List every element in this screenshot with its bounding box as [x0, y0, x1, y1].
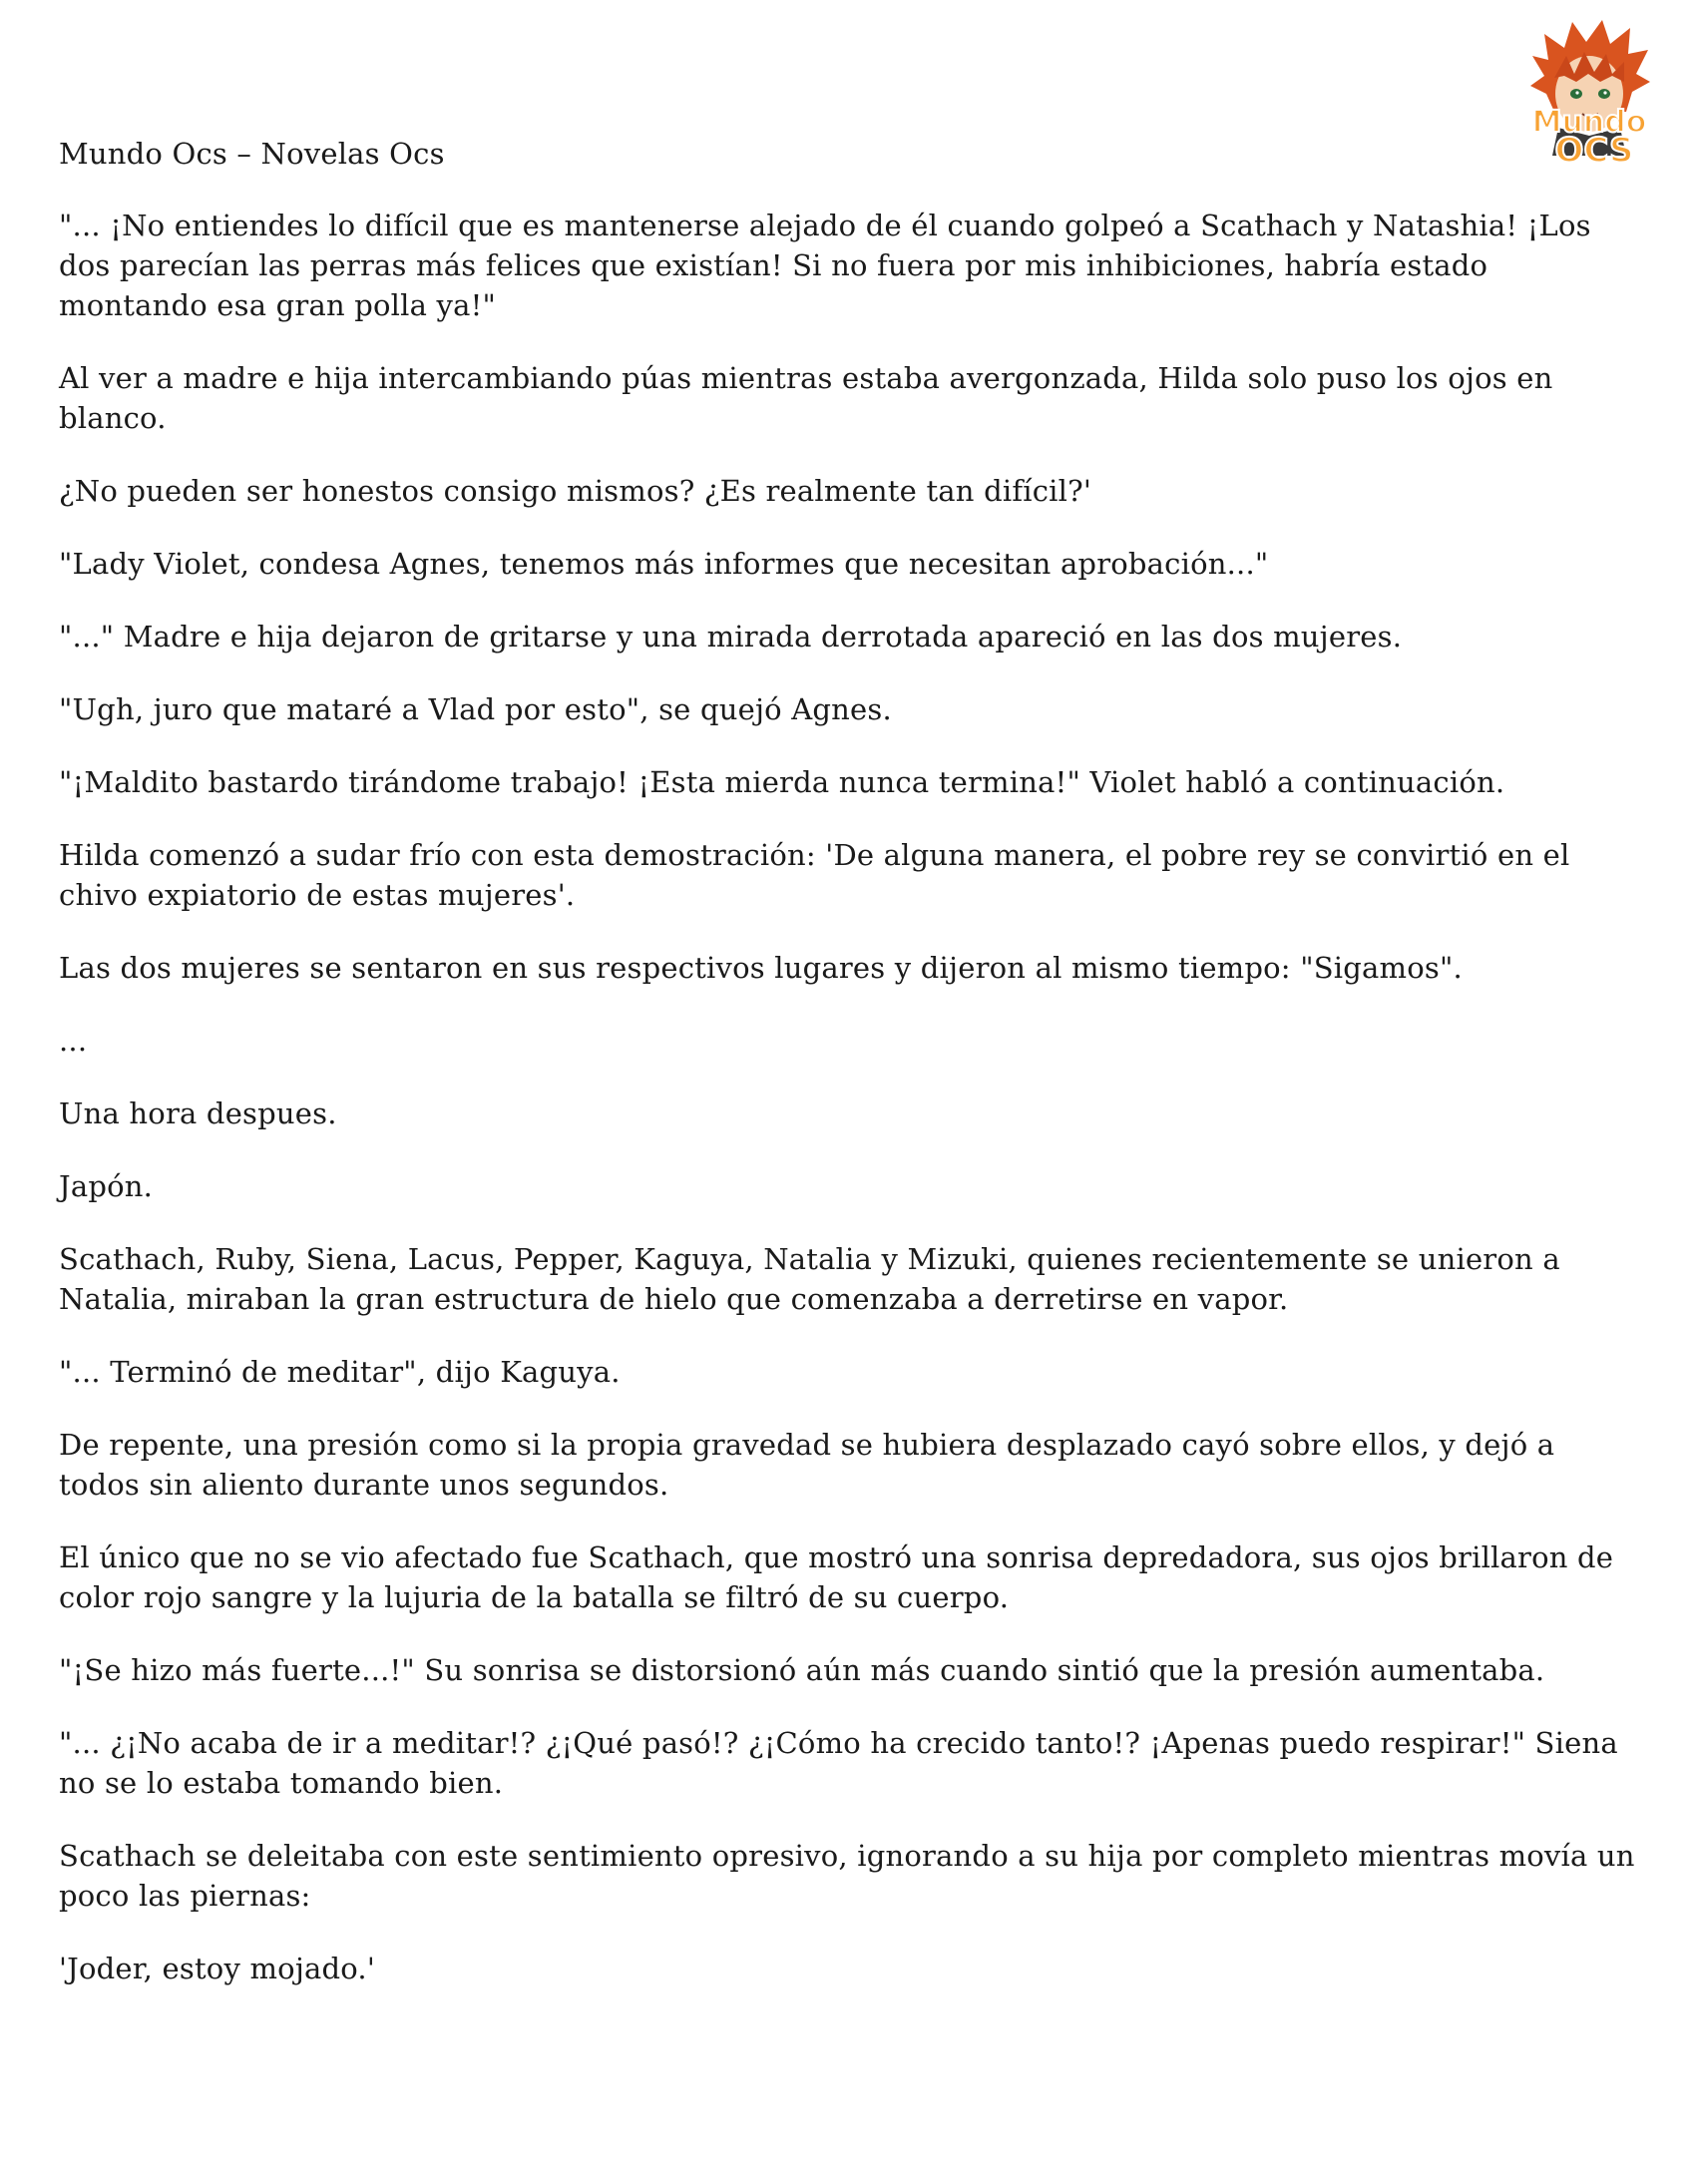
paragraph: Al ver a madre e hija intercambiando púas mientras estaba avergonzada, Hilda solo puso los ojos en blanco. — [59, 361, 1553, 435]
paragraph: "Ugh, juro que mataré a Vlad por esto", se quejó Agnes. — [59, 692, 892, 726]
paragraph: Scathach se deleitaba con este sentimiento opresivo, ignorando a su hija por completo mientras movía un poco las piernas: — [59, 1839, 1635, 1913]
paragraph: "..." Madre e hija dejaron de gritarse y una mirada derrotada apareció en las dos mujeres. — [59, 620, 1403, 654]
mundo-ocs-logo — [1514, 16, 1664, 171]
paragraph: ¿No pueden ser honestos consigo mismos? ¿Es realmente tan difícil?' — [59, 474, 1092, 508]
paragraph: Una hora despues. — [59, 1096, 337, 1130]
paragraph: Japón. — [59, 1169, 154, 1203]
paragraph: Scathach, Ruby, Siena, Lacus, Pepper, Kaguya, Natalia y Mizuki, quienes recientemente se unieron a Natalia, miraban la gran estructura de hielo que comenzaba a derretirse en vapor. — [59, 1242, 1560, 1316]
logo-text-line1: Mundo — [1531, 105, 1647, 140]
paragraph: ... — [59, 1024, 88, 1058]
logo-text-line2: OCS — [1554, 131, 1634, 171]
paragraph: De repente, una presión como si la propia gravedad se hubiera desplazado cayó sobre ellos, y dejó a todos sin aliento durante unos segundos. — [59, 1428, 1555, 1502]
paragraph: El único que no se vio afectado fue Scathach, que mostró una sonrisa depredadora, sus ojos brillaron de color rojo sangre y la lujuria de la batalla se filtró de su cuerpo. — [59, 1540, 1614, 1614]
paragraph: "... ¡No entiendes lo difícil que es mantenerse alejado de él cuando golpeó a Scathach y Natashia! ¡Los dos parecían las perras más felices que existían! Si no fuera por mis inhibiciones, habría estado montando esa gran polla ya!" — [59, 209, 1591, 322]
paragraph: Las dos mujeres se sentaron en sus respectivos lugares y dijeron al mismo tiempo: "Sigamos". — [59, 951, 1463, 985]
paragraph: "¡Se hizo más fuerte...!" Su sonrisa se distorsionó aún más cuando sintió que la presión aumentaba. — [59, 1653, 1545, 1687]
paragraph: "Lady Violet, condesa Agnes, tenemos más informes que necesitan aprobación..." — [59, 547, 1269, 581]
paragraph: "¡Maldito bastardo tirándome trabajo! ¡Esta mierda nunca termina!" Violet habló a continuación. — [59, 765, 1505, 799]
paragraph: Hilda comenzó a sudar frío con esta demostración: 'De alguna manera, el pobre rey se convirtió en el chivo expiatorio de estas mujeres'. — [59, 838, 1570, 912]
document-body — [59, 206, 1635, 2021]
document-header: Mundo Ocs – Novelas Ocs — [59, 137, 445, 171]
anime-boy-red-hair-logo-icon — [1514, 16, 1664, 171]
paragraph: "... ¿¡No acaba de ir a meditar!? ¿¡Qué pasó!? ¿¡Cómo ha crecido tanto!? ¡Apenas puedo respirar!" Siena no se lo estaba tomando bien. — [59, 1726, 1618, 1800]
paragraph: "... Terminó de meditar", dijo Kaguya. — [59, 1355, 621, 1389]
paragraph: 'Joder, estoy mojado.' — [59, 1952, 375, 1985]
